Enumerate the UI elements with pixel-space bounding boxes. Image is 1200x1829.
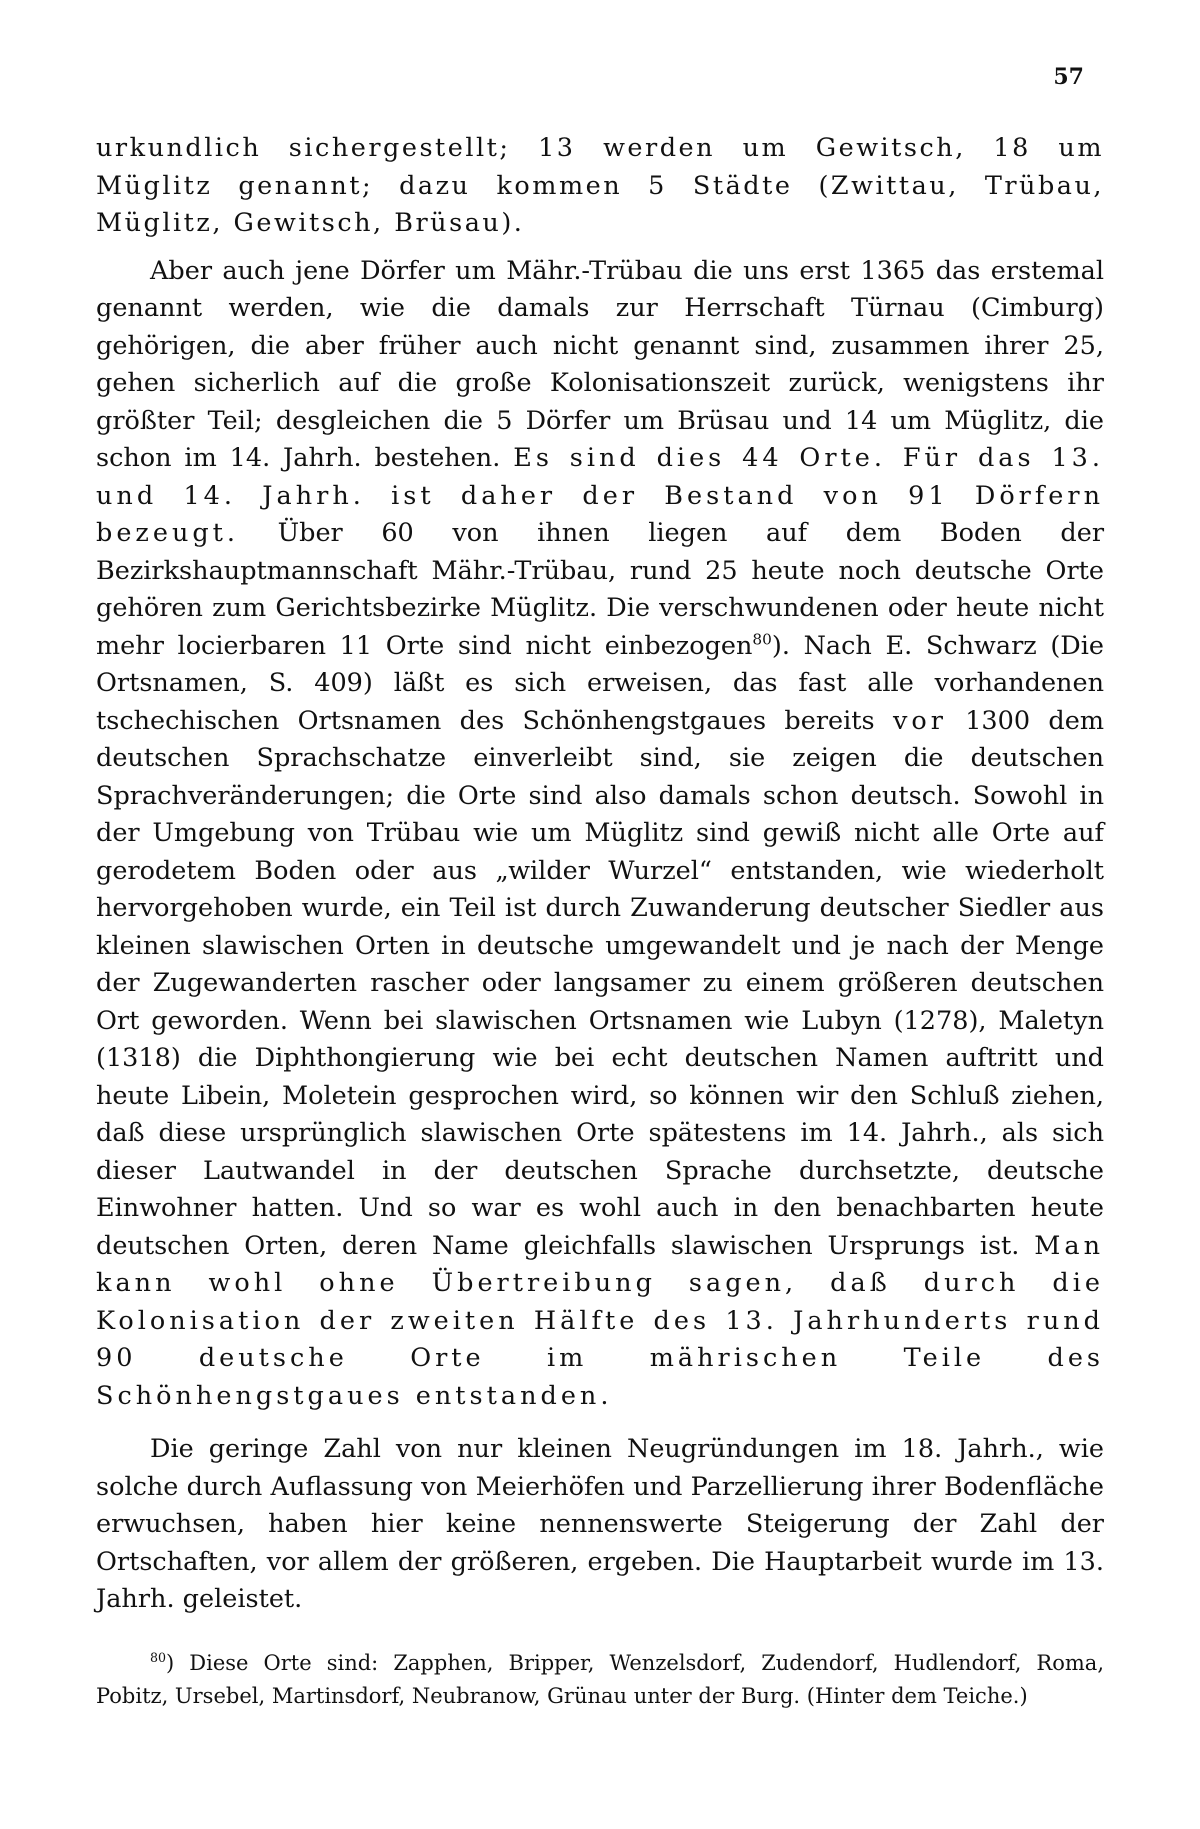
paragraph-text: Aber auch jene Dörfer um Mähr.-Trübau die uns erst 1365 das erstemal genannt werden, wie die damals zur Herrschaft Türnau (Cimburg) gehörigen, die aber früher auch nicht genannt sind, zusammen ihrer 25, gehen sicherlich auf die große Kolonisationszeit zurück, wenigstens ihr größter Teil; desgleichen die 5 Dörfer um Brüsau und 14 um Müglitz, die schon im 14. Jahrh. bestehen. bbox=[96, 255, 1104, 473]
paragraph-text: ). Nach E. Schwarz (Die Ortsnamen, S. 409) läßt es sich erweisen, das fast alle vorhandenen tschechischen Ortsnamen des Schönhengstgaues bereits bbox=[96, 630, 1104, 736]
paragraph-continuation: urkundlich sichergestellt; 13 werden um Gewitsch, 18 um Müglitz genannt; dazu kommen 5 Städte (Zwittau, Trübau, Müglitz, Gewitsch, Brüsau). bbox=[96, 133, 1104, 238]
paragraph-text: Über 60 von ihnen liegen auf dem Boden der Bezirkshauptmannschaft Mähr.-Trübau, rund 25 heute noch deutsche Orte gehören zum Gerichtsbezirke Müglitz. Die verschwundenen oder heute nicht mehr locierbaren 11 Orte sind nicht einbezogen bbox=[96, 518, 1105, 661]
paragraph-colonisation bbox=[96, 253, 1104, 1416]
emphasized-text: vor bbox=[892, 705, 947, 736]
paragraph-conclusion: Die geringe Zahl von nur kleinen Neugründungen im 18. Jahrh., wie solche durch Auflassung von Meierhöfen und Parzellierung ihrer Bodenfläche erwuchsen, haben hier keine nennenswerte Steigerung der Zahl der Ortschaften, vor allem der größeren, ergeben. Die Hauptarbeit wurde im 13. Jahrh. geleistet. bbox=[96, 1434, 1104, 1614]
emphasized-text: Es sind dies 44 Orte. Für das 13. und 14. Jahrh. ist daher der Bestand von 91 Dörfern bezeugt. bbox=[96, 443, 1105, 548]
body-text bbox=[96, 130, 1104, 1619]
footnote-mark: 80 bbox=[150, 1650, 167, 1665]
paragraph-text: 1300 dem deutschen Sprachschatze einverleibt sind, sie zeigen die deutschen Sprachveränderungen; die Orte sind also damals schon deutsch. Sowohl in der Umgebung von Trübau wie um Müglitz sind gewiß nicht alle Orte auf gerodetem Boden oder aus „wilder Wurzel“ entstanden, wie wiederholt hervorgehoben wurde, ein Teil ist durch Zuwanderung deutscher Siedler aus kleinen slawischen Orten in deutsche umgewandelt und je nach der Menge der Zugewanderten rascher oder langsamer zu einem größeren deutschen Ort geworden. Wenn bei slawischen Ortsnamen wie Lubyn (1278), Maletyn (1318) die Diphthongierung wie bei echt deutschen Namen auftritt und heute Libein, Moletein gesprochen wird, so können wir den Schluß ziehen, daß diese ursprünglich slawischen Orte spätestens im 14. Jahrh., als sich dieser Lautwandel in der deutschen Sprache durchsetzte, deutsche Einwohner hatten. Und so war es wohl auch in den benachbarten heute deutschen Orten, deren Name gleichfalls slawischen Ursprungs ist. bbox=[96, 705, 1104, 1261]
emphasized-text: Man kann wohl ohne Übertreibung sagen, daß durch die Kolonisation der zweiten Hälfte des 13. Jahrhunderts rund 90 deutsche Orte im mährischen Teile des Schönhengstgaues entstanden. bbox=[96, 1230, 1105, 1411]
footnote-reference: 80 bbox=[752, 630, 772, 648]
footnote-text: ) Diese Orte sind: Zapphen, Bripper, Wenzelsdorf, Zudendorf, Hudlendorf, Roma, Pobitz, Ursebel, Martinsdorf, Neubranow, Grünau unter der Burg. (Hinter dem Teiche.) bbox=[96, 1651, 1104, 1708]
page-number: 57 bbox=[1053, 64, 1084, 90]
footnote bbox=[96, 1647, 1104, 1713]
